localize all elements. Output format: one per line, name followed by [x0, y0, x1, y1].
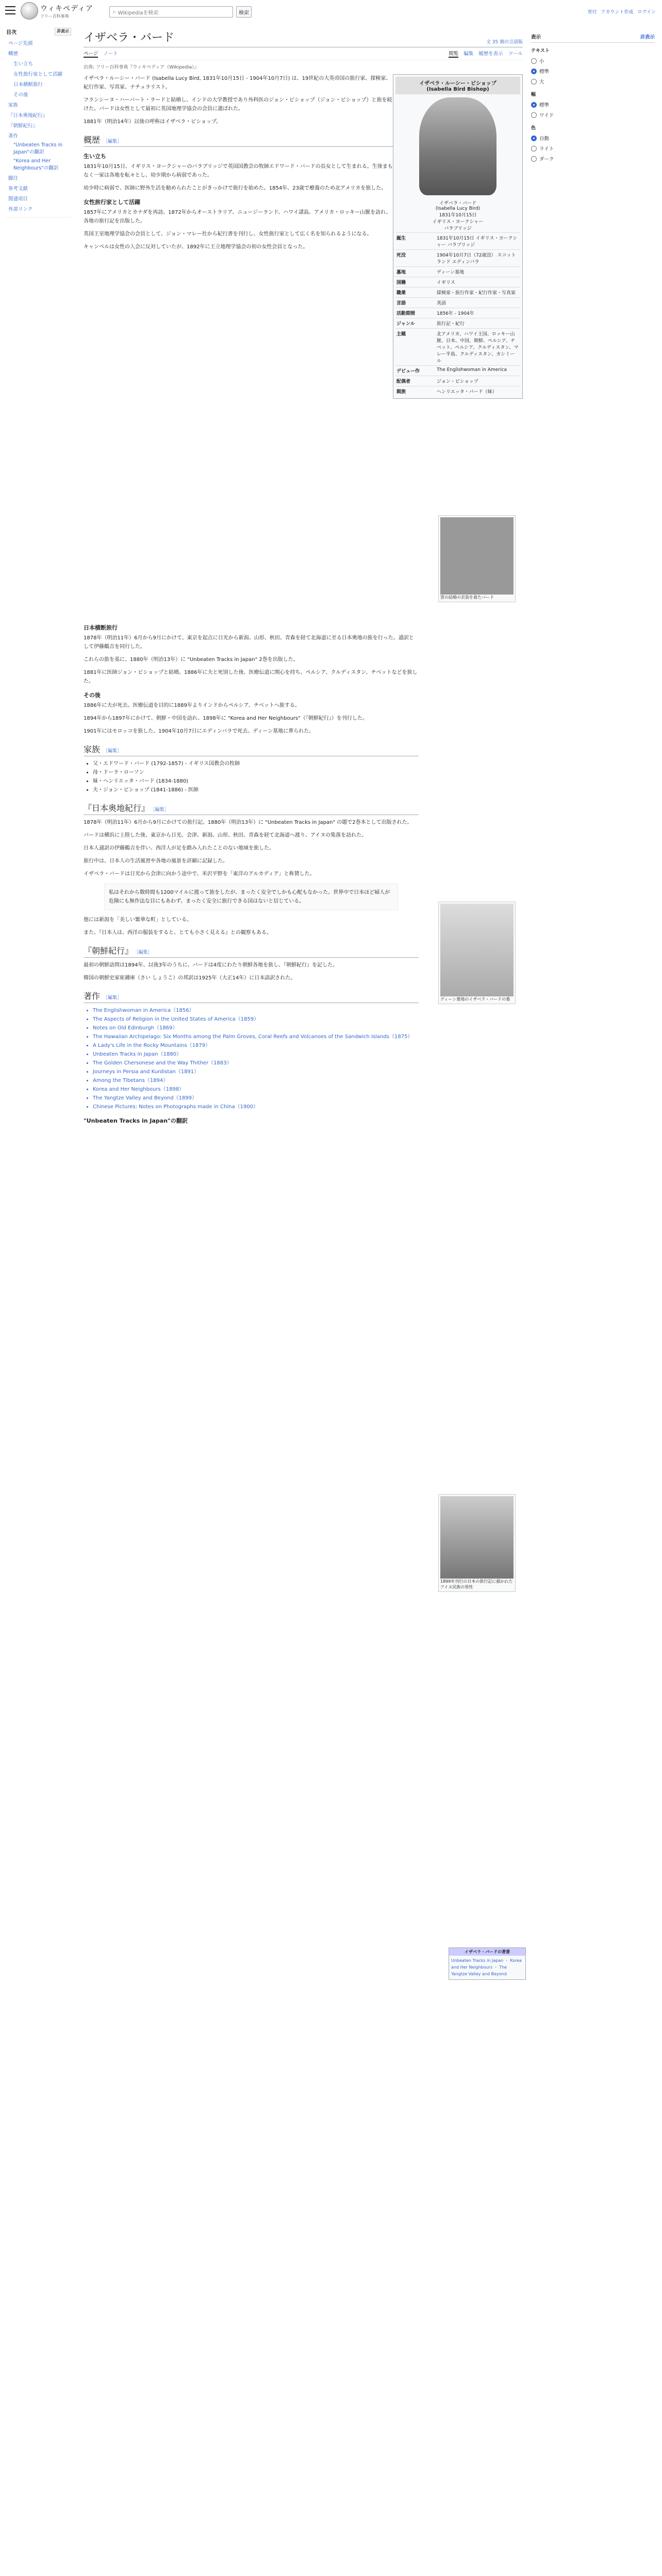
blockquote: 私はそれから数時間も1200マイルに渡って旅をしたが、まったく安全でしかも心配もなかった。世界中で日本ほど婦人が危険にも無作法な目にもあわず、まったく安全に旅行できる国はないと信じている。 — [104, 884, 398, 910]
paragraph: 旅行中は、日本人の生活風習や各地の風景を詳細に記録した。 — [84, 858, 228, 864]
tab-page[interactable]: ページ — [84, 49, 98, 58]
infobox-value: イギリス — [437, 280, 455, 285]
paragraph: 日本人通訳の伊藤鶴吉を伴い、西洋人が足を踏み入れたことのない地域を旅した。 — [84, 845, 274, 851]
edit-link[interactable]: ［編集］ — [136, 950, 153, 955]
photo-image — [440, 1496, 514, 1579]
section-heading: 概歴 ［編集］ — [84, 133, 393, 147]
paragraph: 1878年（明治11年）6月から9月にかけて、東京を起点に日光から新潟、山形、秋田、青森を経て北海道に至る日本奥地の旅を行った。通訳として伊藤鶴吉を同行した。 — [84, 635, 414, 650]
edit-link[interactable]: ［編集］ — [103, 995, 122, 1001]
navbox-body[interactable]: Unbeaten Tracks in Japan ・ Korea and Her Neighbours ・ The Yangtze Valley and Beyond — [451, 1958, 522, 1976]
paragraph: 幼少時に病弱で、医師に野外生活を勧められたことがきっかけで旅行を始めた。1854年、23歳で療養のため北アメリカを旅した。 — [84, 185, 387, 191]
logo-title: ウィキペディア — [40, 4, 94, 13]
thumb-caption: 1899年刊行の日本の旅行記に描かれたアイヌ民族の男性 — [440, 1579, 513, 1590]
photo-image — [440, 517, 514, 595]
paragraph: 英国王室地理学協会の会員として、ジョン・マレー社から紀行書を刊行し、女性旅行家として広く名を知られるようになる。 — [84, 231, 372, 237]
language-button[interactable]: 文 35 個の言語版 — [486, 40, 523, 45]
work-item[interactable]: • Korea and Her Neighbours（1898） — [93, 1085, 419, 1094]
navbox-title: イザベラ・バードの著書 — [449, 1948, 525, 1956]
toc-title: 目次 — [6, 30, 16, 36]
subsection-heading: 日本横断旅行 — [84, 624, 118, 631]
paragraph: 1857年にアメリカとカナダを再訪、1872年からオーストラリア、ニュージーランド、ハワイ諸島、アメリカ・ロッキー山脈を訪れ、各地の旅行記を出版した。 — [84, 210, 391, 224]
thumb-caption: 雲の結婚の衣装を着たバード — [440, 595, 494, 600]
infobox-value: The Englishwoman in America — [437, 367, 507, 372]
toc-item[interactable]: 女性旅行家として活躍 — [13, 72, 63, 77]
photo-image — [440, 904, 514, 996]
infobox-key: 職業 — [396, 291, 406, 296]
infobox-key: 主題 — [396, 332, 406, 337]
infobox-key: デビュー作 — [396, 369, 420, 374]
toc-item[interactable]: "Korea and Her Neighbours"の翻訳 — [13, 158, 59, 171]
radio-icon — [531, 69, 537, 74]
text-size-option[interactable] — [531, 76, 655, 87]
work-item[interactable]: • The Hawaiian Archipelago: Six Months among the Palm Groves, Coral Reefs and Volcanoes of the Sandwich Islands（1875） — [93, 1032, 419, 1041]
infobox-caption: イザベラ・バード (Isabella Lucy Bird) 1831年10月15日 イギリス・ヨークシャー バラブリッジ — [432, 201, 484, 231]
infobox-key: 言語 — [396, 301, 406, 306]
work-item[interactable]: • The Yangtze Valley and Beyond（1899） — [93, 1094, 419, 1103]
thumbnail[interactable] — [438, 515, 516, 602]
page-tabs — [84, 47, 523, 60]
family-item: • 父・エドワード・バード (1792-1857) - イギリス国教会の牧師 — [93, 759, 419, 768]
subsection-heading: その後 — [84, 692, 101, 699]
paragraph: 他には新潟を「美しい繁華な町」としている。 — [84, 917, 192, 923]
toc-item[interactable]: 『朝鮮紀行』 — [8, 123, 38, 129]
subsection-heading: "Unbeaten Tracks in Japan"の翻訳 — [84, 1117, 188, 1124]
thumb-caption: ディーン墓地のイザベラ・バードの墓 — [440, 997, 510, 1002]
tab-read[interactable]: 閲覧 — [449, 49, 458, 58]
tagline: 出典: フリー百科事典『ウィキペディア（Wikipedia）』 — [84, 65, 199, 70]
infobox-value: 1904年10月7日（72歳没） スコットランド エディンバラ — [437, 253, 516, 265]
infobox — [393, 74, 523, 399]
paragraph: 1894年から1897年にかけて、朝鮮・中国を訪れ、1898年に "Korea and Her Neighbours"（『朝鮮紀行』）を刊行した。 — [84, 716, 368, 721]
width-option-label: ワイド — [539, 113, 554, 118]
edit-link[interactable]: ［編集］ — [103, 139, 122, 144]
toc-item[interactable]: 著作 — [8, 133, 19, 139]
infobox-value: 北アメリカ、ハワイ王国、ロッキー山脈、日本、中国、朝鮮、ペルシア、チベット、ペルシア、クルディスタン、マレー半島、クルディスタン、カシミール — [437, 332, 519, 364]
infobox-row — [395, 287, 520, 297]
wikipedia-logo[interactable] — [21, 2, 93, 20]
infobox-value: ヘンリエッタ・バード（妹） — [437, 389, 497, 395]
infobox-row — [395, 376, 520, 386]
color-option[interactable] — [531, 154, 655, 164]
work-item[interactable]: • Unbeaten Tracks in Japan（1880） — [93, 1050, 419, 1059]
infobox-row — [395, 266, 520, 277]
infobox-value: 1831年10月15日 イギリス・ヨークシャー バラブリッジ — [437, 236, 518, 248]
color-option[interactable] — [531, 143, 655, 154]
intro-paragraph: フランシーヌ・ハーバート・ラードと結婚し、インドの大学教授であり外科医のジョン・ビショップ（ジョン・ビショップ）と旅を続けた。バードは女性として最初に英国地理学協会の会員に選ばれた。 — [84, 97, 392, 112]
portrait-image[interactable] — [419, 97, 496, 195]
table-of-contents — [0, 24, 77, 226]
radio-icon — [531, 135, 537, 141]
text-size-option-label: 標準 — [539, 69, 550, 75]
radio-icon — [531, 102, 537, 108]
work-item[interactable]: • The Aspects of Religion in the United States of America（1859） — [93, 1015, 419, 1024]
paragraph: また、『日本人は、西洋の服装をすると、とても小さく見える』との観察もある。 — [84, 930, 272, 936]
menu-icon[interactable] — [5, 6, 15, 14]
edit-link[interactable]: ［編集］ — [153, 807, 169, 812]
header-link[interactable]: 寄付 — [587, 10, 597, 15]
header-link[interactable]: アカウント作成 — [601, 10, 634, 15]
infobox-row — [395, 318, 520, 328]
work-item[interactable]: • Among the Tibetans（1894） — [93, 1076, 419, 1085]
tab-history[interactable]: 履歴を表示 — [478, 51, 503, 57]
work-item[interactable]: • The Englishwoman in America（1856） — [93, 1006, 419, 1015]
width-option[interactable] — [531, 99, 655, 110]
family-item: • 夫・ジョン・ビショップ (1841-1886) - 医師 — [93, 786, 419, 794]
infobox-key: 配偶者 — [396, 379, 411, 384]
infobox-row — [395, 249, 520, 266]
toc-item[interactable]: 生い立ち — [13, 61, 34, 67]
paragraph: 1881年に医師ジョン・ビショップと結婚。1886年に夫と死別した後、医療伝道に関心を持ち、ペルシア、クルディスタン、チベットなどを旅した。 — [84, 670, 418, 684]
thumbnail[interactable] — [438, 902, 516, 1004]
page-title-bar — [84, 24, 523, 47]
work-item[interactable]: • Chinese Pictures: Notes on Photographs made in China（1900） — [93, 1103, 419, 1111]
paragraph: バードは横浜に上陸した後、東京から日光、会津、新潟、山形、秋田、青森を経て北海道へ渡り、アイヌの集落を訪れた。 — [84, 833, 367, 838]
tab-edit[interactable]: 編集 — [464, 51, 474, 57]
infobox-row — [395, 297, 520, 308]
work-item[interactable]: • Notes on Old Edinburgh（1869） — [93, 1024, 419, 1032]
toc-item[interactable]: 参考文献 — [8, 186, 28, 192]
works-navbox — [449, 1947, 526, 1980]
text-size-option-label: 大 — [539, 79, 544, 85]
infobox-row — [395, 386, 520, 396]
subsection-heading: 女性旅行家として活躍 — [84, 199, 140, 206]
logo-subtitle: フリー百科事典 — [40, 13, 69, 19]
search-placeholder: Wikipediaを検索 — [118, 10, 159, 16]
radio-icon — [531, 146, 537, 151]
radio-icon — [531, 58, 537, 64]
intro-paragraph: イザベラ・ルーシー・バード (Isabella Lucy Bird, 1831年10月15日 - 1904年10月7日) は、19世紀の大英帝国の旅行家、探検家、紀行作家、写真家、ナチュラリスト。 — [84, 76, 391, 90]
infobox-key: ジャンル — [396, 321, 415, 327]
infobox-row — [395, 328, 520, 365]
color-option-label: ダーク — [539, 157, 554, 162]
toc-item[interactable]: ページ先頭 — [8, 41, 33, 46]
paragraph: 1901年にはモロッコを旅した。1904年10月7日にエディンバラで死去。ディーン墓地に葬られた。 — [84, 728, 315, 734]
infobox-key: 親族 — [396, 389, 406, 395]
paragraph: 1886年に夫が死去。医療伝道を目的に1889年よりインドからペルシア、チベットへ旅する。 — [84, 703, 300, 708]
paragraph: 1878年（明治11年）6月から9月にかけての旅行記。1880年（明治13年）に "Unbeaten Tracks in Japan" の題で2巻本として出版された。 — [84, 820, 412, 825]
color-option[interactable] — [531, 133, 655, 143]
toc-item[interactable]: 『日本奥地紀行』 — [8, 113, 48, 118]
infobox-title: イザベラ・ルーシー・ビショップ (Isabella Bird Bishop) — [395, 77, 520, 94]
color-option-label: ライト — [539, 146, 554, 152]
section-heading: 家族 ［編集］ — [84, 743, 419, 756]
header-link[interactable]: ログイン — [637, 10, 656, 15]
work-item[interactable]: • The Golden Chersonese and the Way Thither（1883） — [93, 1059, 419, 1067]
infobox-key: 国籍 — [396, 280, 406, 285]
family-item: • 母・ドーラ・ローソン — [93, 768, 419, 777]
toc-item[interactable]: 脚注 — [8, 176, 19, 181]
infobox-row — [395, 277, 520, 287]
globe-icon — [21, 2, 38, 20]
article-body — [84, 618, 419, 1127]
toc-item[interactable]: 家族 — [8, 103, 19, 108]
paragraph: イザベラ・バードは日光から会津に向かう途中で、米沢平野を「東洋のアルカディア」と称賛した。 — [84, 871, 315, 877]
infobox-row — [395, 308, 520, 318]
toc-hide-button[interactable]: 非表示 — [55, 28, 71, 36]
radio-icon — [531, 156, 537, 162]
user-links — [588, 8, 656, 15]
toc-item[interactable]: 外部リンク — [8, 207, 33, 212]
text-size-label: テキスト — [531, 48, 550, 54]
page-title: イザベラ・バード — [84, 31, 175, 44]
paragraph: これらの旅を基に、1880年（明治13年）に "Unbeaten Tracks in Japan" 2巻を出版した。 — [84, 657, 299, 663]
toc-item[interactable]: 関連項目 — [8, 196, 28, 202]
paragraph: 韓国の朝鮮史家崔鍾庫（さい しょうこ）の邦訳は1925年（大正14年）に日本語訳された。 — [84, 975, 296, 981]
search-icon: ⌕ — [113, 9, 116, 15]
infobox-value: 英語 — [437, 301, 446, 306]
infobox-key: 墓地 — [396, 270, 406, 275]
section-heading: 著作 ［編集］ — [84, 990, 419, 1003]
paragraph: 1831年10月15日、イギリス・ヨークシャーのバラブリッジで英国国教会の牧師エドワード・バードの長女として生まれる。生後まもなく一家は各地を転々とし、幼少期から病弱であった。 — [84, 164, 393, 178]
appearance-panel — [531, 31, 655, 164]
infobox-row — [395, 365, 520, 376]
width-label: 幅 — [531, 92, 536, 97]
toc-item[interactable]: 概歴 — [8, 51, 19, 57]
width-option-label: 標準 — [539, 103, 550, 108]
toc-item[interactable]: "Unbeaten Tracks in Japan"の翻訳 — [13, 142, 63, 155]
text-size-option[interactable] — [531, 66, 655, 76]
infobox-row — [395, 232, 520, 249]
text-size-option[interactable] — [531, 56, 655, 66]
family-item: • 妹・ヘンリエッタ・バード (1834-1880) — [93, 777, 419, 786]
infobox-value: ディーン墓地 — [437, 270, 465, 275]
tab-tools[interactable]: ツール — [508, 51, 523, 57]
search-button[interactable]: 検索 — [236, 6, 252, 18]
radio-icon — [531, 112, 537, 118]
thumbnail[interactable] — [438, 1494, 516, 1592]
toc-item[interactable]: 日本横断旅行 — [13, 82, 43, 88]
appearance-title: 表示 — [531, 35, 541, 40]
header — [0, 0, 662, 24]
radio-icon — [531, 79, 537, 84]
infobox-value: 探検家・旅行作家・紀行作家・写真家 — [437, 291, 516, 296]
color-label: 色 — [531, 126, 536, 131]
subsection-heading: 生い立ち — [84, 153, 106, 160]
section-heading: 『日本奥地紀行』 ［編集］ — [84, 802, 419, 815]
search-input[interactable] — [109, 6, 233, 18]
infobox-key: 活動期間 — [396, 311, 416, 316]
text-size-option-label: 小 — [539, 59, 544, 64]
tab-talk[interactable]: ノート — [103, 51, 118, 57]
work-item[interactable]: • Journeys in Persia and Kurdistan（1891） — [93, 1067, 419, 1076]
infobox-value: 1856年 - 1904年 — [437, 311, 474, 316]
color-option-label: 自動 — [539, 136, 550, 142]
appearance-hide-button[interactable]: 非表示 — [640, 35, 655, 40]
paragraph: キャンベルは女性の入会に反対していたが、1892年に王立地理学協会の初の女性会員となった。 — [84, 244, 308, 250]
infobox-value: 旅行記・紀行 — [437, 321, 465, 327]
paragraph: 最初の朝鮮訪問は1894年、以後3年のうちに、バードは4度にわたり朝鮮各地を旅し、『朝鮮紀行』を記した。 — [84, 962, 338, 968]
intro-paragraph: 1881年（明治14年）以後の呼称はイザベラ・ビショップ。 — [84, 119, 222, 125]
infobox-value: ジョン・ビショップ — [437, 379, 478, 384]
infobox-key: 誕生 — [396, 236, 406, 241]
main-content — [77, 24, 529, 395]
toc-item[interactable]: その後 — [13, 92, 28, 98]
edit-link[interactable]: ［編集］ — [103, 749, 122, 754]
infobox-key: 死没 — [396, 253, 406, 258]
width-option[interactable] — [531, 110, 655, 120]
work-item[interactable]: • A Lady's Life in the Rocky Mountains（1879） — [93, 1041, 419, 1050]
section-heading: 『朝鮮紀行』 ［編集］ — [84, 944, 419, 958]
